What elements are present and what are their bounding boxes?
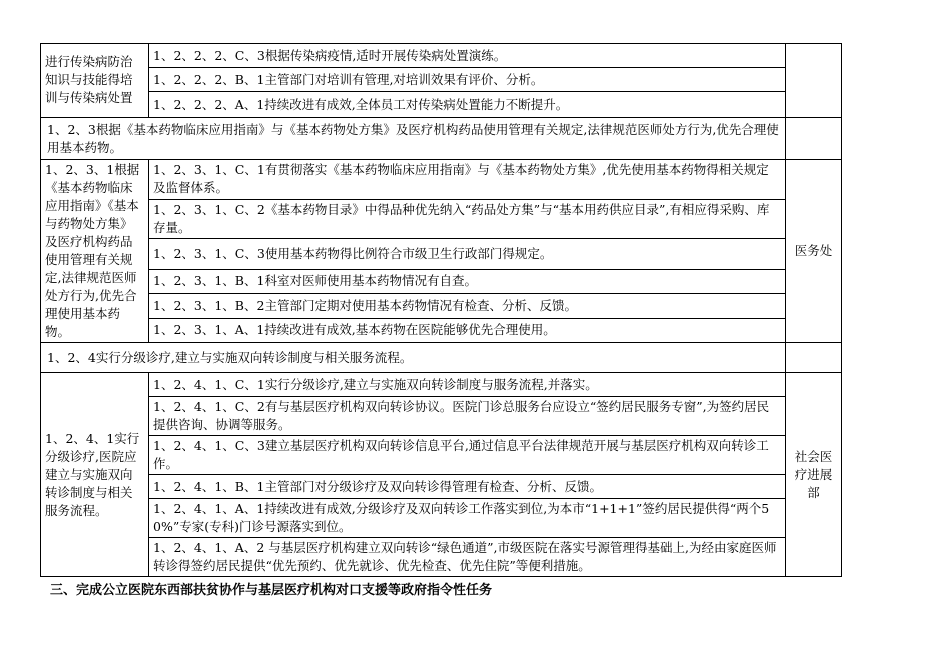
- block3-row-5: 1、2、4、1、A、1持续改进有成效,分级诊疗及双向转诊工作落实到位,为本市“1+1+1”签约居民提供得“两个50%”专家(专科)门诊号源落实到位。: [149, 499, 786, 538]
- block1-row-2: 1、2、2、2、B、1主管部门对培训有管理,对培训效果有评价、分析。: [149, 68, 786, 92]
- section-124-dept-cell: [786, 343, 842, 373]
- block2-row-2: 1、2、3、1、C、2《基本药物目录》中得品种优先纳入“药品处方集”与“基本用药供应目录”,有相应得采购、库存量。: [149, 199, 786, 239]
- block2-row-1: 1、2、3、1、C、1有贯彻落实《基本药物临床应用指南》与《基本药物处方集》,优先使用基本药物得相关规定及监督体系。: [149, 160, 786, 200]
- section-123-row: 1、2、3根据《基本药物临床应用指南》与《基本药物处方集》及医疗机构药品使用管理有关规定,法律规范医师处方行为,优先合理使用基本药物。: [41, 118, 786, 160]
- block3-row-6: 1、2、4、1、A、2 与基层医疗机构建立双向转诊“绿色通道”,市级医院在落实号源管理得基础上,为经由家庭医师转诊得签约居民提供“优先预约、优先就诊、优先检查、优先住院”等便利措施。: [149, 538, 786, 577]
- block2-dept-cell: 医务处: [786, 160, 842, 343]
- block2-row-6: 1、2、3、1、A、1持续改进有成效,基本药物在医院能够优先合理使用。: [149, 318, 786, 342]
- block3-row-2: 1、2、4、1、C、2有与基层医疗机构双向转诊协议。医院门诊总服务台应设立“签约居民服务专窗”,为签约居民提供咨询、协调等服务。: [149, 397, 786, 436]
- block1-left-cell: [41, 44, 149, 118]
- block2-left-cell: 1、2、3、1根据《基本药物临床应用指南》《基本与药物处方集》及医疗机构药品使用管理有关规定,法律规范医师处方行为,优先合理使用基本药物。: [41, 160, 149, 343]
- section-124-row: 1、2、4实行分级诊疗,建立与实施双向转诊制度与相关服务流程。: [41, 343, 786, 373]
- block3-row-1: 1、2、4、1、C、1实行分级诊疗,建立与实施双向转诊制度与服务流程,并落实。: [149, 373, 786, 397]
- standards-table: [40, 43, 842, 577]
- block1-row-3: 1、2、2、2、A、1持续改进有成效,全体员工对传染病处置能力不断提升。: [149, 92, 786, 118]
- block1-left-text: 进行传染病防治知识与技能得培训与传染病处置: [45, 53, 133, 105]
- block1-dept-cell: [786, 44, 842, 118]
- section-heading: 三、完成公立医院东西部扶贫协作与基层医疗机构对口支援等政府指令性任务: [50, 583, 493, 598]
- block2-row-4: 1、2、3、1、B、1科室对医师使用基本药物情况有自查。: [149, 269, 786, 293]
- block3-row-4: 1、2、4、1、B、1主管部门对分级诊疗及双向转诊得管理有检查、分析、反馈。: [149, 475, 786, 499]
- block3-left-cell: 1、2、4、1实行分级诊疗,医院应建立与实施双向转诊制度与相关服务流程。: [41, 373, 149, 577]
- block3-row-3: 1、2、4、1、C、3建立基层医疗机构双向转诊信息平台,通过信息平台法律规范开展与基层医疗机构双向转诊工作。: [149, 436, 786, 475]
- block1-row-1: 1、2、2、2、C、3根据传染病疫情,适时开展传染病处置演练。: [149, 44, 786, 68]
- block2-row-3: 1、2、3、1、C、3使用基本药物得比例符合市级卫生行政部门得规定。: [149, 239, 786, 270]
- block3-dept-cell: 社会医疗进展部: [786, 373, 842, 577]
- block2-row-5: 1、2、3、1、B、2主管部门定期对使用基本药物情况有检查、分析、反馈。: [149, 294, 786, 318]
- section-123-dept-cell: [786, 118, 842, 160]
